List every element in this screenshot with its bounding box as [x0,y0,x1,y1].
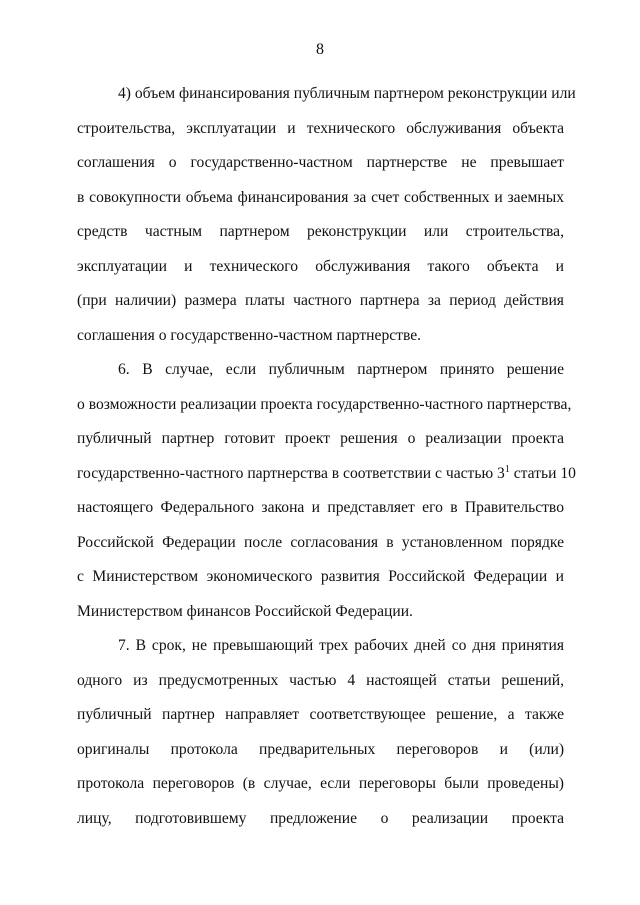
text-line: средств частным партнером реконструкции или строительства, [77,223,565,240]
text-line: настоящего Федерального закона и представляет его в Правительство [77,499,564,516]
text-line: публичный партнер направляет соответствующее решение, а также [77,706,564,723]
text-line: строительства, эксплуатации и технического обслуживания объекта [77,119,564,137]
text-line: государственно-частного партнерства в соответствии с частью $3^1$ статьи 10 [77,463,576,482]
paragraph-part-6 [77,353,576,629]
text-line: эксплуатации и технического обслуживания такого объекта и [77,257,565,275]
text-line: 7. В срок, не превышающий трех рабочих дней со дня принятия [118,637,565,654]
text-line: 6. В случае, если публичным партнером принято решение [118,361,565,378]
text-line: одного из предусмотренных частью 4 настоящей статьи решений, [77,671,564,689]
paragraph-part-7 [77,629,564,836]
document-body [77,77,576,836]
text-line: лицу, подготовившему предложение о реализации проекта [77,809,564,827]
text-line: публичный партнер готовит проект решения о реализации проекта [77,430,564,447]
text-line: Российской Федерации после согласования в установленном порядке [77,533,564,551]
text-line: в совокупности объема финансирования за счет собственных и заемных [77,188,564,206]
text-line: о возможности реализации проекта государственно-частного партнерства, [77,395,572,413]
text-line: протокола переговоров (в случае, если переговоры были проведены) [77,775,564,792]
text-line: соглашения о государственно-частном партнерстве. [77,326,422,344]
text-line: 4) объем финансирования публичным партнером реконструкции или [118,85,576,102]
text-line: соглашения о государственно-частном партнерстве не превышает [77,154,564,171]
text-line: (при наличии) размера платы частного партнера за период действия [77,292,564,309]
text-line: оригиналы протокола предварительных переговоров и (или) [77,740,565,758]
text-line: с Министерством экономического развития Российской Федерации и [77,568,564,585]
page-number: 8 [316,41,324,58]
superscript: 1 [504,463,510,475]
text-line: Министерством финансов Российской Федерации. [77,602,413,620]
paragraph-item-4 [77,77,576,353]
